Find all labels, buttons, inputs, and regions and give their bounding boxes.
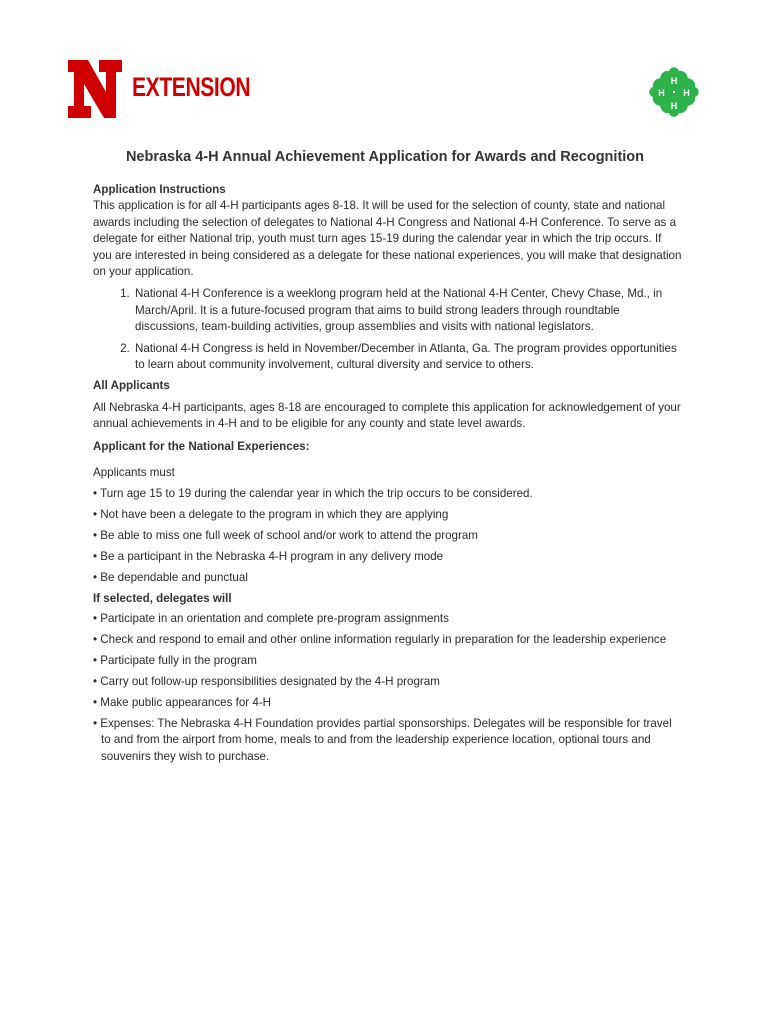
list-item: • Participate fully in the program [93,653,257,667]
svg-text:H: H [670,76,678,86]
list-item: 1. National 4-H Conference is a weeklong program held at the National 4-H Center, Chevy Chase, Md., in March/April. It is a future-focused program that aims to build strong leaders through roundtable discussions, team-building activities, group assemblies and visits with national legislators. [133,286,683,335]
list-item: • Turn age 15 to 19 during the calendar year in which the trip occurs to be considered. [93,486,533,500]
list-item: • Participate in an orientation and complete pre-program assignments [93,611,449,625]
svg-text:H: H [658,88,665,98]
national-programs-list [93,286,683,373]
all-applicants-paragraph: All Nebraska 4-H participants, ages 8-18 are encouraged to complete this application for acknowledgement of your annual achievements in 4-H and to be eligible for any county and state level awards. [93,400,681,431]
svg-text:H: H [670,101,678,111]
list-item: • Be dependable and punctual [93,570,248,584]
if-selected-heading: If selected, delegates will [93,591,232,605]
page-title: Nebraska 4-H Annual Achievement Application for Awards and Recognition [125,149,645,165]
instructions-heading: Application Instructions [93,183,226,196]
instructions-paragraph: This application is for all 4-H participants ages 8-18. It will be used for the selection of county, state and national awards including the selection of delegates to National 4-H Congress and National 4-H Conference. To serve as a delegate for either National trip, youth must turn ages 15-19 during the calendar year in which the trip occurs. If you are interested in being considered as a delegate for these national experiences, you will make that designation on your application. [93,199,682,279]
applicants-must-label: Applicants must [93,466,175,480]
document-body [93,182,683,770]
list-item: 2. National 4-H Congress is held in November/December in Atlanta, Ga. The program provides opportunities to learn about community involvement, cultural diversity and service to others. [133,341,683,374]
svg-text:H: H [683,88,690,98]
list-item: • Carry out follow-up responsibilities designated by the 4-H program [93,674,440,688]
all-applicants-heading: All Applicants [93,379,170,393]
list-item: • Make public appearances for 4-H [93,695,272,709]
list-item: • Check and respond to email and other online information regularly in preparation for the leadership experience [93,632,667,646]
nebraska-n-logo-icon [66,58,124,120]
extension-wordmark: EXTENSION [132,72,251,102]
national-experiences-heading: Applicant for the National Experiences: [93,439,310,453]
list-item: • Expenses: The Nebraska 4-H Foundation provides partial sponsorships. Delegates will be responsible for travel to and from the airport from home, meals to and from the leadership experience location, optional tours and souvenirs they wish to purchase. [93,716,672,763]
list-item: • Be a participant in the Nebraska 4-H program in any delivery mode [93,549,444,563]
list-item: • Not have been a delegate to the program in which they are applying [93,507,449,521]
4h-clover-logo-icon [646,64,702,120]
list-item: • Be able to miss one full week of school and/or work to attend the program [93,528,478,542]
nebraska-extension-logo [66,58,256,120]
